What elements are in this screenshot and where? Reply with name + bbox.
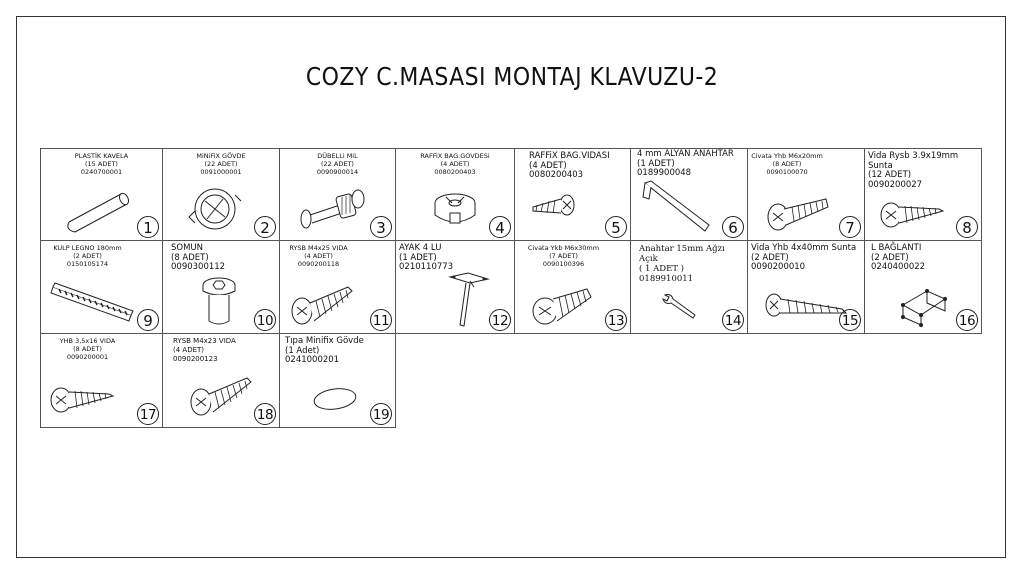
- part-number: 13: [605, 309, 627, 331]
- part-number: 12: [489, 309, 511, 331]
- part-label: SOMUN (8 ADET) 0090300112: [171, 243, 226, 272]
- part-label: KULP LEGNO 180mm (2 ADET) 0150105174: [53, 244, 122, 268]
- part-label: AYAK 4 LU (1 ADET) 0210110773: [399, 243, 454, 272]
- part-number: 9: [137, 309, 159, 331]
- raffix-body-icon: [430, 189, 480, 233]
- part-number: 5: [605, 216, 627, 238]
- bolt-icon: [529, 281, 599, 327]
- part-cell-9: [40, 240, 163, 334]
- part-cell-11: [279, 240, 396, 334]
- part-cell-13: [514, 240, 631, 334]
- allen-key-icon: [639, 179, 719, 235]
- part-label: Vida Rysb 3.9x19mm Sunta (12 ADET) 0090200027: [868, 151, 959, 190]
- l-bracket-icon: [897, 281, 951, 327]
- leg-foot-icon: [446, 269, 492, 329]
- part-number: 2: [254, 216, 276, 238]
- part-label: 4 mm ALYAN ANAHTAR (1 ADET) 0189900048: [637, 149, 734, 178]
- part-cell-16: [864, 240, 982, 334]
- part-cell-6: [630, 148, 748, 241]
- part-number: 8: [956, 216, 978, 238]
- part-cell-7: [747, 148, 865, 241]
- part-number: 18: [254, 403, 276, 425]
- screw-icon: [187, 372, 257, 418]
- part-cell-18: [162, 333, 280, 428]
- part-label: MiNiFiX GÖVDE (22 ADET) 0091000001: [196, 152, 246, 176]
- wood-screw-icon: [47, 378, 117, 418]
- part-cell-19: [279, 333, 396, 428]
- part-label: Civata Yhb M6x20mm (8 ADET) 0090100070: [751, 152, 823, 176]
- part-cell-14: [630, 240, 748, 334]
- part-number: 19: [370, 403, 392, 425]
- part-label: Anahtar 15mm Ağzı Açık ( 1 ADET ) 0189910011: [639, 244, 725, 284]
- part-label: PLASTİK KAVELA (15 ADET) 0240700001: [74, 152, 129, 176]
- part-cell-2: [162, 148, 280, 241]
- bolt-icon: [764, 193, 834, 235]
- part-number: 3: [370, 216, 392, 238]
- part-number: 4: [489, 216, 511, 238]
- part-cell-17: [40, 333, 163, 428]
- cap-icon: [310, 386, 360, 412]
- part-number: 14: [722, 309, 744, 331]
- wrench-icon: [661, 291, 701, 321]
- part-cell-8: [864, 148, 982, 241]
- part-cell-4: [395, 148, 515, 241]
- part-cell-12: [395, 240, 515, 334]
- part-label: DÜBELLi MiL (22 ADET) 0090900014: [316, 152, 359, 176]
- part-cell-10: [162, 240, 280, 334]
- part-number: 11: [370, 309, 392, 331]
- part-cell-1: [40, 148, 163, 241]
- part-number: 7: [839, 216, 861, 238]
- raffix-screw-icon: [525, 187, 585, 227]
- part-label: L BAĞLANTI (2 ADET) 0240400022: [871, 243, 926, 272]
- part-label: RAFFiX BAG.GOVDESi (4 ADET) 0080200403: [420, 152, 490, 176]
- part-label: Vida Yhb 4x40mm Sunta (2 ADET) 0090200010: [751, 243, 857, 272]
- handle-icon: [49, 279, 137, 323]
- part-number: 16: [956, 309, 978, 331]
- part-label: YHB 3,5x16 VIDA (8 ADET) 0090200001: [59, 337, 116, 361]
- dowel-icon: [61, 184, 141, 234]
- screw-icon: [288, 281, 358, 327]
- part-cell-3: [279, 148, 396, 241]
- part-label: Civata Ykb M6x30mm (7 ADET) 0090100396: [527, 244, 600, 268]
- part-label: RAFFiX BAG.VIDASI (4 ADET) 0080200403: [529, 151, 610, 180]
- part-number: 6: [722, 216, 744, 238]
- part-number: 10: [254, 309, 276, 331]
- wood-screw-icon: [877, 193, 947, 233]
- part-cell-15: [747, 240, 865, 334]
- part-label: RYSB M4x23 VIDA (4 ADET) 0090200123: [173, 337, 236, 363]
- minifix-body-icon: [185, 181, 245, 236]
- part-number: 17: [137, 403, 159, 425]
- part-number: 15: [839, 309, 861, 331]
- part-label: RYSB M4x25 VIDA (4 ADET) 0090200118: [289, 244, 348, 268]
- dowel-bolt-icon: [294, 185, 374, 233]
- page-title: COZY C.MASASI MONTAJ KLAVUZU-2: [305, 62, 719, 91]
- part-number: 1: [137, 216, 159, 238]
- part-label: Tıpa Minifix Gövde (1 Adet) 0241000201: [285, 336, 364, 365]
- part-cell-5: [514, 148, 631, 241]
- nut-icon: [199, 275, 239, 329]
